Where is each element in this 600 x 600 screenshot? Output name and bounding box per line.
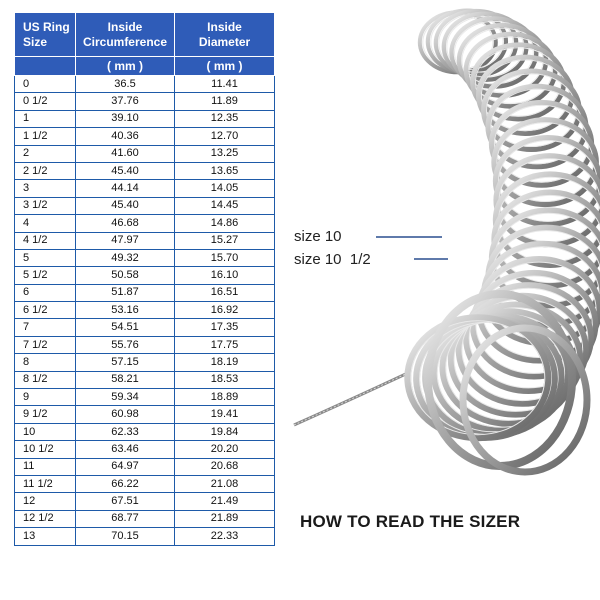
circumference-cell: 55.76 <box>76 336 175 353</box>
table-row <box>15 110 275 127</box>
circumference-cell: 39.10 <box>76 110 175 127</box>
header-inside-circumference: Inside Circumference <box>76 13 175 57</box>
circumference-cell: 70.15 <box>76 528 175 545</box>
circumference-cell: 63.46 <box>76 441 175 458</box>
table-header-row <box>15 13 275 57</box>
table-row <box>15 197 275 214</box>
size-cell: 10 1/2 <box>15 441 76 458</box>
ring-sizer-drawing <box>280 0 600 600</box>
circumference-cell: 57.15 <box>76 354 175 371</box>
diameter-cell: 21.08 <box>175 475 275 492</box>
size-cell: 9 1/2 <box>15 406 76 423</box>
table-row <box>15 510 275 527</box>
table-row <box>15 267 275 284</box>
circumference-cell: 67.51 <box>76 493 175 510</box>
units-blank <box>15 57 76 76</box>
size-cell: 0 1/2 <box>15 93 76 110</box>
header-us-ring-size: US Ring Size <box>15 13 76 57</box>
diameter-cell: 22.33 <box>175 528 275 545</box>
circumference-cell: 66.22 <box>76 475 175 492</box>
label-size-10: size 10 <box>294 228 342 245</box>
circumference-cell: 41.60 <box>76 145 175 162</box>
size-cell: 12 <box>15 493 76 510</box>
how-to-read-caption: HOW TO READ THE SIZER <box>300 512 521 531</box>
circumference-cell: 60.98 <box>76 406 175 423</box>
diameter-cell: 20.20 <box>175 441 275 458</box>
table-row <box>15 284 275 301</box>
table-row <box>15 145 275 162</box>
circumference-cell: 49.32 <box>76 249 175 266</box>
size-cell: 4 <box>15 215 76 232</box>
size-cell: 0 <box>15 76 76 93</box>
table-row <box>15 162 275 179</box>
diameter-cell: 18.19 <box>175 354 275 371</box>
circumference-cell: 50.58 <box>76 267 175 284</box>
diameter-cell: 17.35 <box>175 319 275 336</box>
table-row <box>15 319 275 336</box>
diameter-cell: 21.89 <box>175 510 275 527</box>
size-cell: 8 1/2 <box>15 371 76 388</box>
table-row <box>15 232 275 249</box>
table-row <box>15 371 275 388</box>
ring-size-table <box>14 12 275 546</box>
size-cell: 10 <box>15 423 76 440</box>
diameter-cell: 13.65 <box>175 162 275 179</box>
circumference-cell: 45.40 <box>76 197 175 214</box>
header-inside-diameter: Inside Diameter <box>175 13 275 57</box>
table-row <box>15 406 275 423</box>
diameter-cell: 11.89 <box>175 93 275 110</box>
size-cell: 3 <box>15 180 76 197</box>
diameter-cell: 14.45 <box>175 197 275 214</box>
diameter-cell: 19.41 <box>175 406 275 423</box>
diameter-cell: 12.70 <box>175 128 275 145</box>
table-row <box>15 336 275 353</box>
diameter-cell: 15.27 <box>175 232 275 249</box>
circumference-cell: 37.76 <box>76 93 175 110</box>
label-size-10-half: size 10 1/2 <box>294 251 371 268</box>
size-cell: 9 <box>15 389 76 406</box>
size-cell: 12 1/2 <box>15 510 76 527</box>
units-diameter: ( mm ) <box>175 57 275 76</box>
size-cell: 5 1/2 <box>15 267 76 284</box>
circumference-cell: 58.21 <box>76 371 175 388</box>
size-cell: 2 1/2 <box>15 162 76 179</box>
circumference-cell: 53.16 <box>76 302 175 319</box>
sizer-cable <box>294 372 410 425</box>
diameter-cell: 16.92 <box>175 302 275 319</box>
diameter-cell: 17.75 <box>175 336 275 353</box>
table-row <box>15 441 275 458</box>
ring-sizer-illustration <box>280 0 600 600</box>
diameter-cell: 19.84 <box>175 423 275 440</box>
diameter-cell: 15.70 <box>175 249 275 266</box>
circumference-cell: 44.14 <box>76 180 175 197</box>
table-row <box>15 128 275 145</box>
size-cell: 4 1/2 <box>15 232 76 249</box>
table-row <box>15 249 275 266</box>
table-row <box>15 458 275 475</box>
diameter-cell: 14.86 <box>175 215 275 232</box>
size-cell: 6 1/2 <box>15 302 76 319</box>
diameter-cell: 13.25 <box>175 145 275 162</box>
diameter-cell: 16.10 <box>175 267 275 284</box>
circumference-cell: 68.77 <box>76 510 175 527</box>
table-row <box>15 475 275 492</box>
table-row <box>15 354 275 371</box>
size-cell: 7 <box>15 319 76 336</box>
size-cell: 8 <box>15 354 76 371</box>
pointer-lines <box>376 237 448 259</box>
size-cell: 6 <box>15 284 76 301</box>
size-cell: 1 <box>15 110 76 127</box>
table-row <box>15 302 275 319</box>
circumference-cell: 64.97 <box>76 458 175 475</box>
table-row <box>15 423 275 440</box>
diameter-cell: 18.89 <box>175 389 275 406</box>
diameter-cell: 11.41 <box>175 76 275 93</box>
circumference-cell: 59.34 <box>76 389 175 406</box>
size-cell: 13 <box>15 528 76 545</box>
diameter-cell: 14.05 <box>175 180 275 197</box>
size-cell: 7 1/2 <box>15 336 76 353</box>
circumference-cell: 36.5 <box>76 76 175 93</box>
circumference-cell: 46.68 <box>76 215 175 232</box>
units-circumference: ( mm ) <box>76 57 175 76</box>
size-cell: 3 1/2 <box>15 197 76 214</box>
table-row <box>15 215 275 232</box>
table-units-row <box>15 57 275 76</box>
table-row <box>15 389 275 406</box>
size-cell: 11 1/2 <box>15 475 76 492</box>
table-row <box>15 493 275 510</box>
diameter-cell: 21.49 <box>175 493 275 510</box>
circumference-cell: 62.33 <box>76 423 175 440</box>
circumference-cell: 47.97 <box>76 232 175 249</box>
circumference-cell: 51.87 <box>76 284 175 301</box>
size-cell: 5 <box>15 249 76 266</box>
circumference-cell: 40.36 <box>76 128 175 145</box>
circumference-cell: 54.51 <box>76 319 175 336</box>
size-cell: 1 1/2 <box>15 128 76 145</box>
table-row <box>15 76 275 93</box>
table-body <box>15 76 275 546</box>
table-row <box>15 528 275 545</box>
diameter-cell: 20.68 <box>175 458 275 475</box>
diameter-cell: 16.51 <box>175 284 275 301</box>
sizer-rings <box>408 11 600 472</box>
diameter-cell: 12.35 <box>175 110 275 127</box>
circumference-cell: 45.40 <box>76 162 175 179</box>
size-cell: 11 <box>15 458 76 475</box>
size-cell: 2 <box>15 145 76 162</box>
table-row <box>15 93 275 110</box>
diameter-cell: 18.53 <box>175 371 275 388</box>
table-row <box>15 180 275 197</box>
